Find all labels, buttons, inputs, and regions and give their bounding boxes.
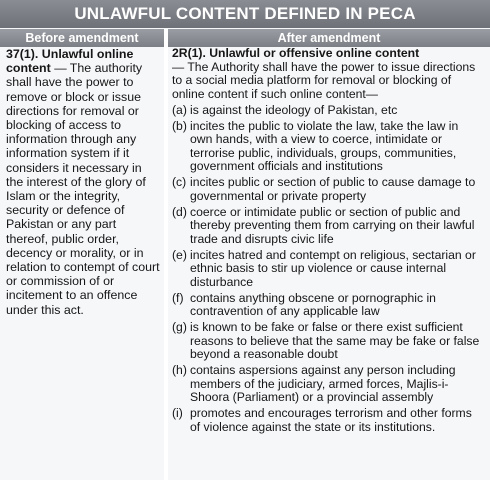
- after-section-heading: 2R(1). Unlawful or offensive online content: [172, 46, 420, 60]
- clause-text: is known to be fake or false or there exist sufficient reasons to believe that the same may be fake or false beyond a reasonable doubt: [190, 320, 480, 361]
- clause-text: contains anything obscene or pornographic in contravention of any applicable law: [190, 290, 436, 318]
- clause-marker: (e): [172, 247, 187, 262]
- clause-marker: (g): [172, 320, 187, 334]
- clause-f: [172, 292, 484, 319]
- clause-b: [172, 120, 484, 174]
- before-amendment-column: [6, 47, 161, 317]
- clause-text: incites public or section of public to cause damage to governmental or private property: [190, 175, 476, 203]
- after-intro: [172, 47, 484, 101]
- clause-text: is against the ideology of Pakistan, etc: [190, 102, 398, 117]
- column-divider: [164, 29, 168, 480]
- after-amendment-header: After amendment: [168, 29, 490, 47]
- clause-c: [172, 176, 484, 203]
- clause-d: [172, 206, 484, 247]
- after-amendment-column: [172, 47, 484, 434]
- clause-marker: (i): [172, 406, 183, 420]
- clause-i: [172, 407, 484, 434]
- clause-marker: (b): [172, 118, 187, 133]
- clause-h: [172, 364, 484, 405]
- clause-text: contains aspersions against any person including members of the judiciary, armed forces, Majlis-i-Shoora (Parliament) or a provincial assembly: [190, 363, 456, 404]
- before-section-text: — The authority shall have the power to remove or block or issue directions for removal or blocking of access to information through any information system if it considers it necessary in the interest of the glory of Islam or the integrity, security or defence of Pakistan or any part thereof, public order, decency or morality, or in relation to contempt of court or commission of or incitement to an offence under this act.: [6, 61, 160, 317]
- clause-marker: (c): [172, 175, 187, 189]
- after-intro-text: — The Authority shall have the power to issue directions to a social media platform for removal or blocking of online content if such online content—: [172, 59, 476, 101]
- clause-marker: (h): [172, 363, 187, 377]
- clause-text: promotes and encourages terrorism and other forms of violence against the state or its institutions.: [190, 406, 472, 434]
- clause-marker: (f): [172, 290, 184, 305]
- before-section-heading: 37(1). Unlawful online content: [6, 47, 134, 76]
- clause-text: coerce or intimidate public or section of public and thereby preventing them from carrying on their lawful trade and disrupts civic life: [190, 204, 475, 246]
- clause-g: [172, 321, 484, 362]
- clause-text: incites the public to violate the law, take the law in own hands, with a view to coerce, intimidate or terrorise public, individuals, groups, communities, government officials and institutions: [190, 118, 459, 173]
- clause-marker: (d): [172, 204, 187, 219]
- clause-text: incites hatred and contempt on religious, sectarian or ethnic basis to stir up violence or cause internal disturbance: [190, 247, 476, 289]
- clause-e: [172, 249, 484, 290]
- clause-a: [172, 104, 484, 118]
- clause-marker: (a): [172, 102, 187, 117]
- before-amendment-header: Before amendment: [0, 29, 164, 47]
- page-title: UNLAWFUL CONTENT DEFINED IN PECA: [0, 0, 490, 28]
